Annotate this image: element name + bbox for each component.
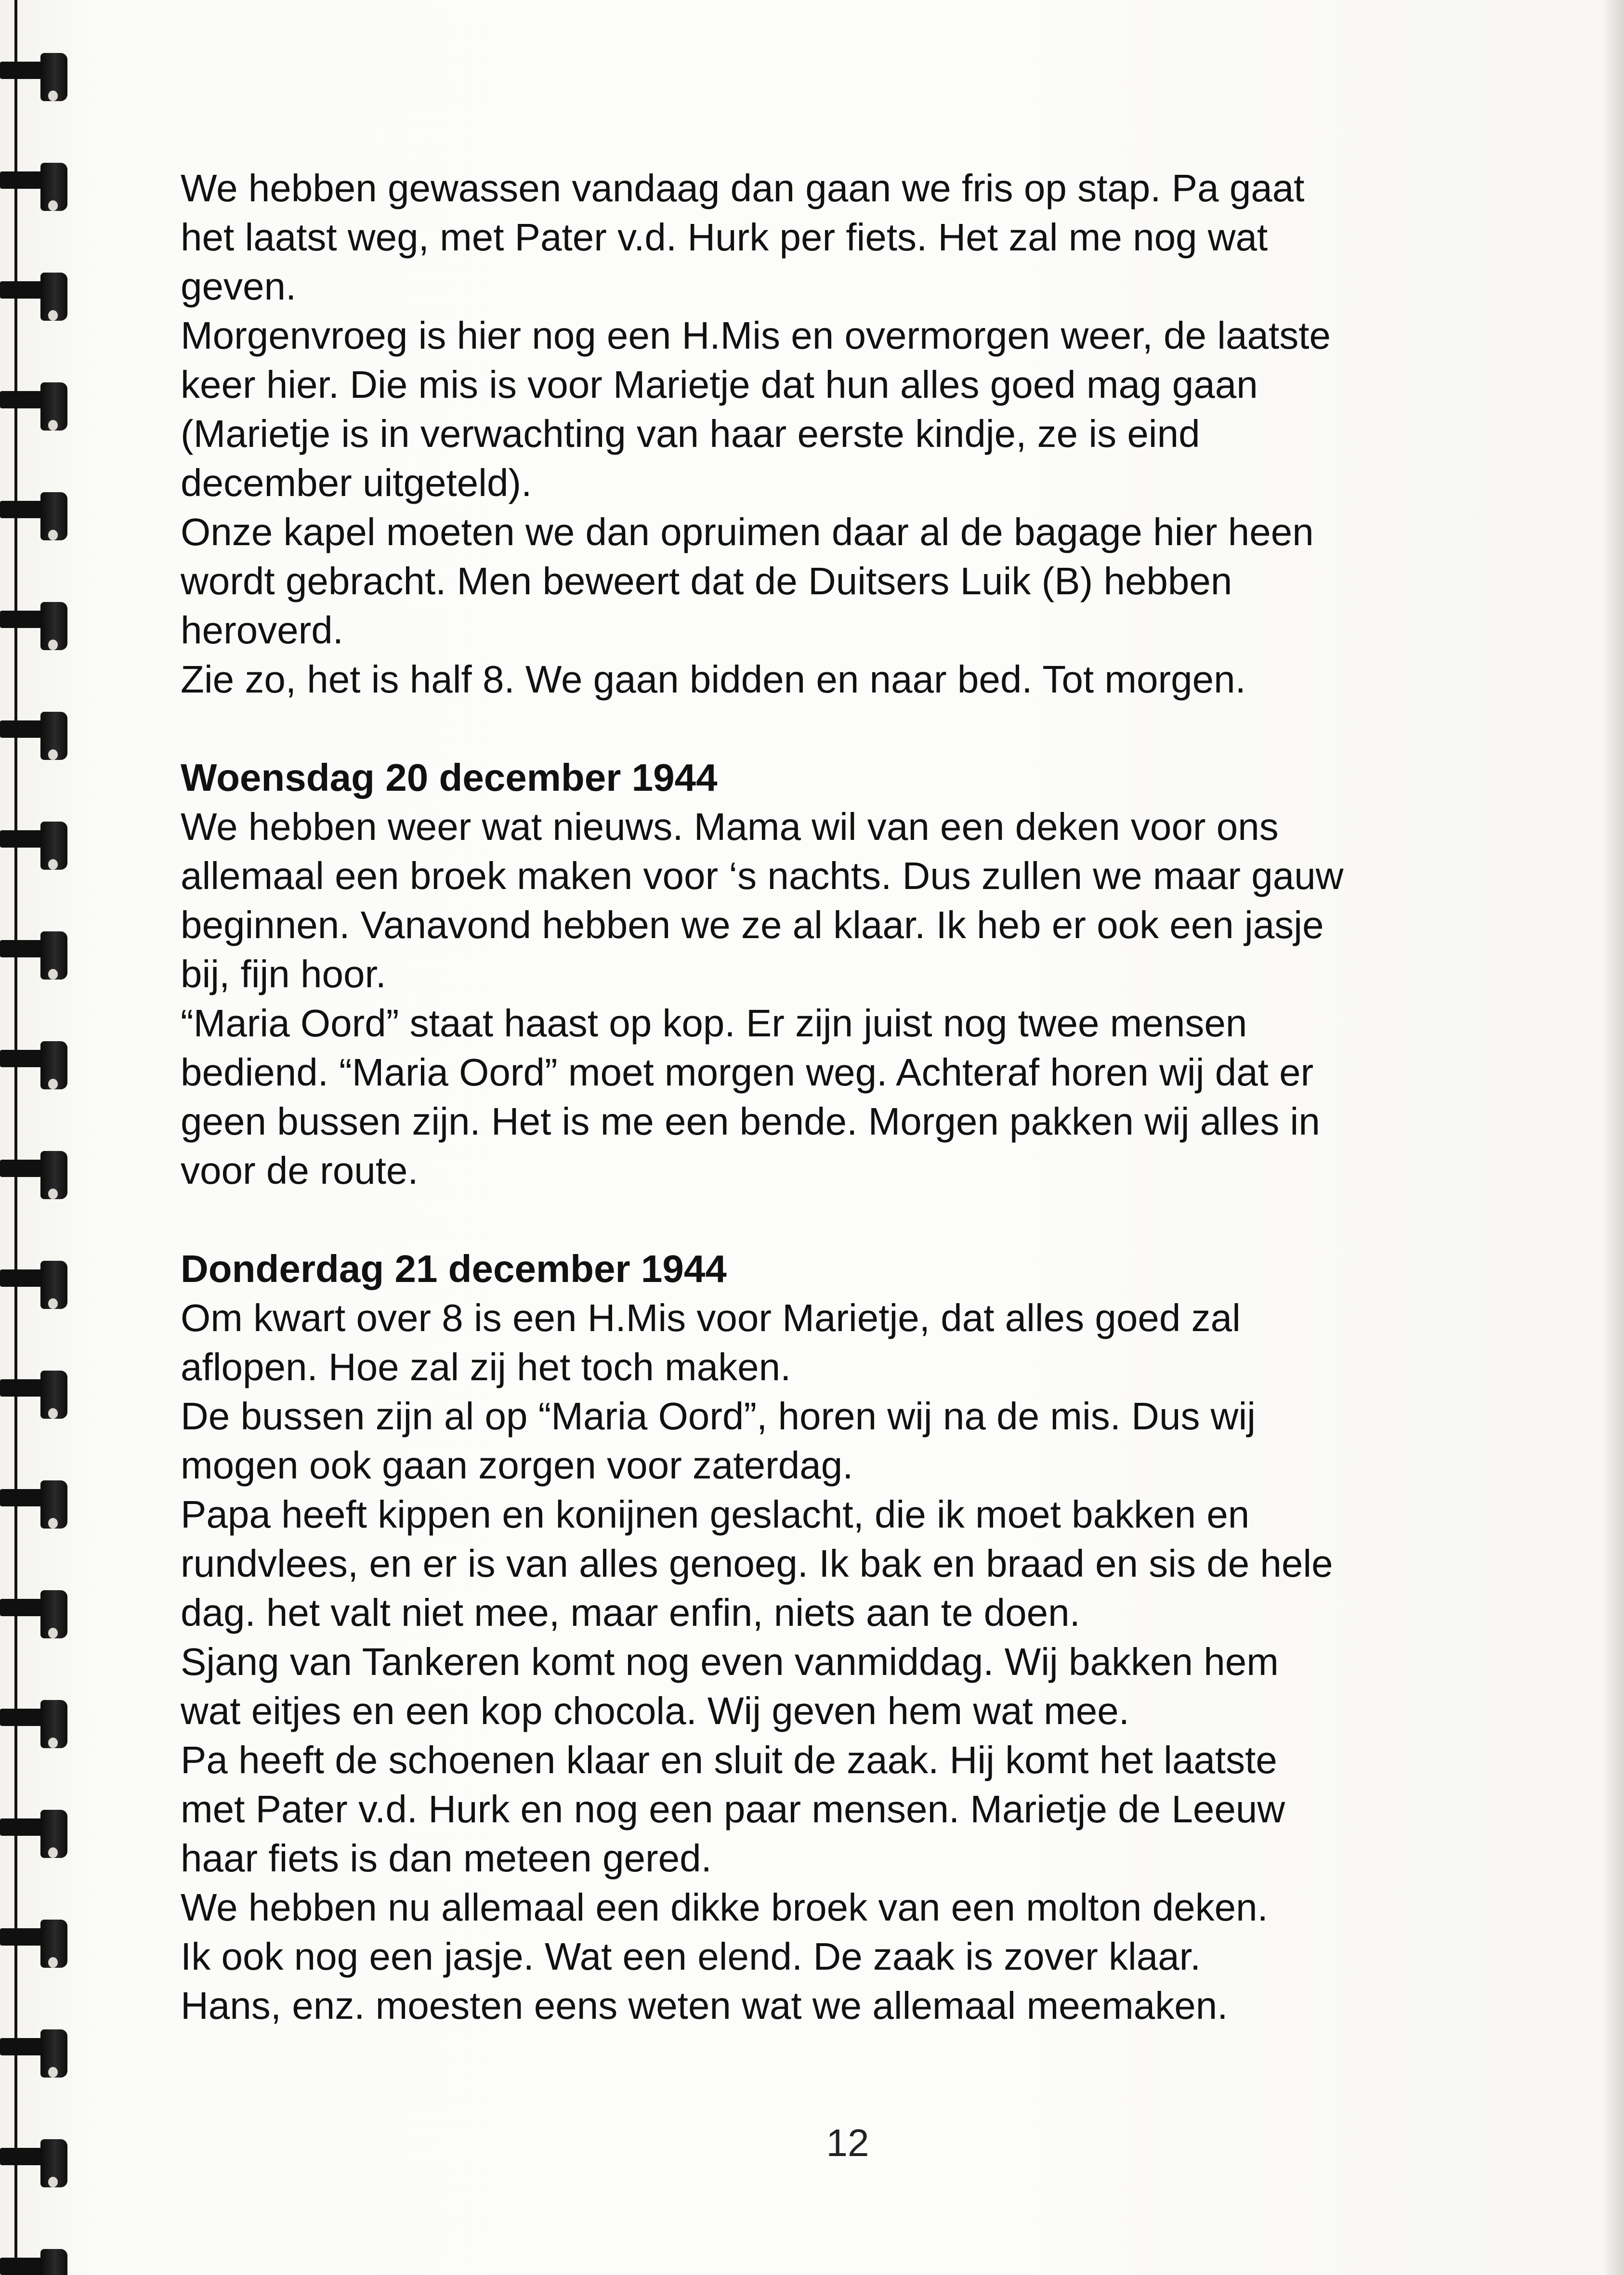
page-edge: [1605, 0, 1624, 2275]
binding-coil: [0, 1041, 70, 1094]
text-line: keer hier. Die mis is voor Marietje dat hun alles goed mag gaan: [181, 363, 1258, 406]
text-line: Om kwart over 8 is een H.Mis voor Marietje, dat alles goed zal: [181, 1296, 1241, 1339]
text-line: bediend. “Maria Oord” moet morgen weg. Achteraf horen wij dat er: [181, 1051, 1314, 1094]
text-line: wat eitjes en een kop chocola. Wij geven hem wat mee.: [181, 1689, 1129, 1732]
text-line: met Pater v.d. Hurk en nog een paar mensen. Marietje de Leeuw: [181, 1788, 1285, 1830]
spiral-binding: [0, 0, 82, 2275]
binding-coil-hole: [48, 969, 58, 980]
binding-coil: [0, 273, 70, 326]
binding-coil: [0, 1480, 70, 1533]
text-line: Papa heeft kippen en konijnen geslacht, die ik moet bakken en: [181, 1493, 1250, 1536]
binding-coil-hole: [48, 1628, 58, 1638]
binding-coil: [0, 931, 70, 984]
text-line: “Maria Oord” staat haast op kop. Er zijn juist nog twee mensen: [181, 1002, 1247, 1045]
binding-coil-hole: [48, 1079, 58, 1089]
text-line: Morgenvroeg is hier nog een H.Mis en overmorgen weer, de laatste: [181, 314, 1331, 357]
text-line: het laatst weg, met Pater v.d. Hurk per fiets. Het zal me nog wat: [181, 216, 1268, 259]
text-line: bij, fijn hoor.: [181, 953, 386, 995]
text-line: mogen ook gaan zorgen voor zaterdag.: [181, 1444, 853, 1487]
binding-coil: [0, 492, 70, 545]
text-line: (Marietje is in verwachting van haar eerste kindje, ze is eind: [181, 412, 1200, 455]
binding-coil: [0, 1700, 70, 1753]
diary-text: [181, 164, 1519, 2030]
binding-coil-hole: [48, 749, 58, 760]
page-number: 12: [826, 2121, 869, 2164]
binding-coil: [0, 2139, 70, 2192]
binding-coil-hole: [48, 420, 58, 431]
text-line: geven.: [181, 265, 297, 308]
text-line: De bussen zijn al op “Maria Oord”, horen wij na de mis. Dus wij: [181, 1395, 1256, 1438]
text-line: Pa heeft de schoenen klaar en sluit de zaak. Hij komt het laatste: [181, 1739, 1277, 1781]
binding-coil-hole: [48, 1738, 58, 1748]
binding-coil-hole: [48, 200, 58, 211]
binding-coil-hole: [48, 2177, 58, 2187]
text-line: haar fiets is dan meteen gered.: [181, 1837, 712, 1880]
paragraph-gap: [181, 704, 1519, 753]
text-line: Zie zo, het is half 8. We gaan bidden en naar bed. Tot morgen.: [181, 658, 1246, 701]
text-line: allemaal een broek maken voor ‘s nachts. Dus zullen we maar gauw: [181, 854, 1344, 897]
binding-coil: [0, 2029, 70, 2082]
binding-coil: [0, 822, 70, 875]
binding-coil-ring: [40, 2249, 67, 2275]
text-line: We hebben gewassen vandaag dan gaan we fris op stap. Pa gaat: [181, 167, 1305, 209]
text-line: We hebben weer wat nieuws. Mama wil van een deken voor ons: [181, 805, 1279, 848]
binding-coil: [0, 712, 70, 765]
binding-coil: [0, 1810, 70, 1863]
binding-coil: [0, 382, 70, 435]
binding-coil-hole: [48, 530, 58, 540]
binding-coil-hole: [48, 1189, 58, 1199]
text-line: voor de route.: [181, 1149, 419, 1192]
binding-coil: [0, 1371, 70, 1424]
binding-coil-hole: [48, 91, 58, 101]
binding-coil: [0, 602, 70, 655]
binding-coil: [0, 1151, 70, 1204]
binding-coil-hole: [48, 2067, 58, 2078]
entry-date-heading: Donderdag 21 december 1944: [181, 1247, 727, 1290]
binding-coil-hole: [48, 1847, 58, 1858]
binding-coil: [0, 2249, 70, 2275]
text-line: beginnen. Vanavond hebben we ze al klaar. Ik heb er ook een jasje: [181, 903, 1324, 946]
binding-coil: [0, 53, 70, 106]
text-line: Onze kapel moeten we dan opruimen daar al de bagage hier heen: [181, 510, 1314, 553]
binding-coil: [0, 1261, 70, 1314]
diary-entry-1: [181, 164, 1519, 704]
text-line: geen bussen zijn. Het is me een bende. Morgen pakken wij alles in: [181, 1100, 1320, 1143]
binding-coil-hole: [48, 1518, 58, 1529]
binding-coil-hole: [48, 1957, 58, 1968]
binding-coil-hole: [48, 1298, 58, 1309]
binding-coil: [0, 1590, 70, 1643]
text-line: wordt gebracht. Men beweert dat de Duitsers Luik (B) hebben: [181, 560, 1232, 602]
text-line: Hans, enz. moesten eens weten wat we allemaal meemaken.: [181, 1984, 1228, 2027]
text-line: december uitgeteld).: [181, 461, 532, 504]
text-line: Ik ook nog een jasje. Wat een elend. De zaak is zover klaar.: [181, 1935, 1201, 1978]
text-line: heroverd.: [181, 609, 343, 652]
entry-date-heading: Woensdag 20 december 1944: [181, 756, 718, 799]
text-line: dag. het valt niet mee, maar enfin, niets aan te doen.: [181, 1591, 1080, 1634]
text-line: aflopen. Hoe zal zij het toch maken.: [181, 1346, 791, 1388]
diary-entry-3: [181, 1244, 1519, 2030]
diary-entry-2: [181, 753, 1519, 1195]
binding-coil-hole: [48, 859, 58, 870]
binding-coil-hole: [48, 310, 58, 321]
binding-coil-hole: [48, 1408, 58, 1419]
text-line: rundvlees, en er is van alles genoeg. Ik bak en braad en sis de hele: [181, 1542, 1333, 1585]
paragraph-gap: [181, 1195, 1519, 1244]
text-line: We hebben nu allemaal een dikke broek van een molton deken.: [181, 1886, 1268, 1929]
text-line: Sjang van Tankeren komt nog even vanmiddag. Wij bakken hem: [181, 1640, 1279, 1683]
binding-coil: [0, 1920, 70, 1973]
binding-coil: [0, 163, 70, 216]
binding-coil-hole: [48, 640, 58, 650]
